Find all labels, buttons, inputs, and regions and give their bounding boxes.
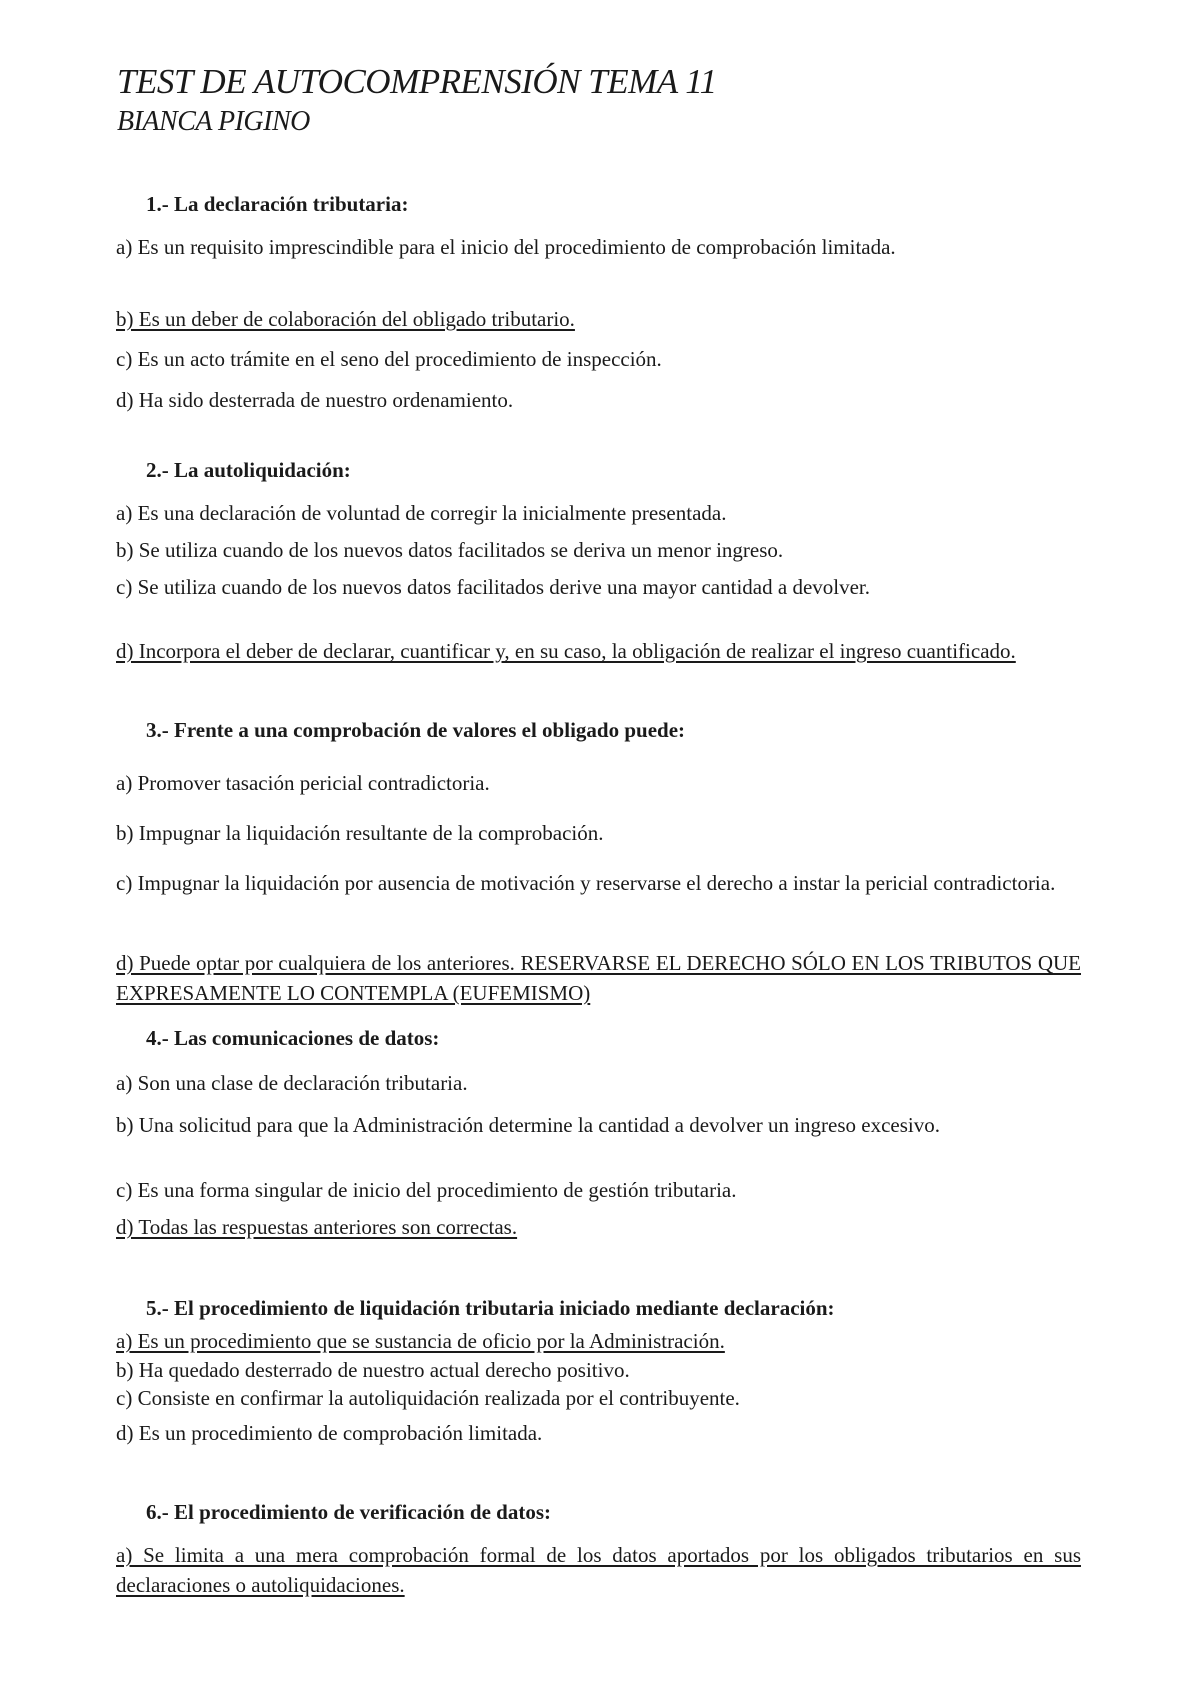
- question-4-option-d: d) Todas las respuestas anteriores son correctas.: [116, 1215, 518, 1239]
- question-3-title: 3.- Frente a una comprobación de valores el obligado puede:: [146, 718, 686, 742]
- question-4-option-b: b) Una solicitud para que la Administración determine la cantidad a devolver un ingreso excesivo.: [116, 1113, 940, 1137]
- question-4-option-a: a) Son una clase de declaración tributaria.: [116, 1071, 468, 1095]
- question-2-option-b: b) Se utiliza cuando de los nuevos datos facilitados se deriva un menor ingreso.: [116, 538, 784, 562]
- question-4-title: 4.- Las comunicaciones de datos:: [146, 1026, 440, 1050]
- question-3-option-a: a) Promover tasación pericial contradictoria.: [116, 771, 490, 795]
- question-2-option-a: a) Es una declaración de voluntad de corregir la inicialmente presentada.: [116, 501, 727, 525]
- question-2-option-d: d) Incorpora el deber de declarar, cuantificar y, en su caso, la obligación de realizar el ingreso cuantificado.: [116, 639, 1016, 663]
- question-4-option-c: c) Es una forma singular de inicio del procedimiento de gestión tributaria.: [116, 1178, 737, 1202]
- question-2-title: 2.- La autoliquidación:: [146, 458, 351, 482]
- question-6-option-a: a) Se limita a una mera comprobación formal de los datos aportados por los obligados tributarios en sus declaraciones o autoliquidaciones.: [116, 1543, 1081, 1597]
- question-5-option-c: c) Consiste en confirmar la autoliquidación realizada por el contribuyente.: [116, 1386, 740, 1410]
- question-1-option-c: c) Es un acto trámite en el seno del procedimiento de inspección.: [116, 347, 662, 371]
- question-5-option-b: b) Ha quedado desterrado de nuestro actual derecho positivo.: [116, 1358, 630, 1382]
- question-5-option-d: d) Es un procedimiento de comprobación limitada.: [116, 1421, 543, 1445]
- question-5-title: 5.- El procedimiento de liquidación tributaria iniciado mediante declaración:: [146, 1296, 835, 1320]
- question-1-option-b: b) Es un deber de colaboración del obligado tributario.: [116, 307, 575, 331]
- question-6-title: 6.- El procedimiento de verificación de datos:: [146, 1500, 551, 1524]
- question-1-title: 1.- La declaración tributaria:: [146, 192, 409, 216]
- question-5-option-a: a) Es un procedimiento que se sustancia de oficio por la Administración.: [116, 1329, 725, 1353]
- question-1-option-d: d) Ha sido desterrada de nuestro ordenamiento.: [116, 388, 514, 412]
- question-3-option-c: c) Impugnar la liquidación por ausencia de motivación y reservarse el derecho a instar la pericial contradictoria.: [116, 871, 1056, 895]
- document-title: TEST DE AUTOCOMPRENSIÓN TEMA 11: [117, 62, 717, 101]
- question-2-option-c: c) Se utiliza cuando de los nuevos datos facilitados derive una mayor cantidad a devolver.: [116, 575, 871, 599]
- question-1-option-a: a) Es un requisito imprescindible para el inicio del procedimiento de comprobación limitada.: [116, 235, 896, 259]
- question-3-option-b: b) Impugnar la liquidación resultante de la comprobación.: [116, 821, 604, 845]
- question-3-option-d: d) Puede optar por cualquiera de los anteriores. RESERVARSE EL DERECHO SÓLO EN LOS TRIBUTOS QUE EXPRESAMENTE LO CONTEMPLA (EUFEMISMO): [116, 951, 1081, 1005]
- author-name: BIANCA PIGINO: [117, 106, 310, 137]
